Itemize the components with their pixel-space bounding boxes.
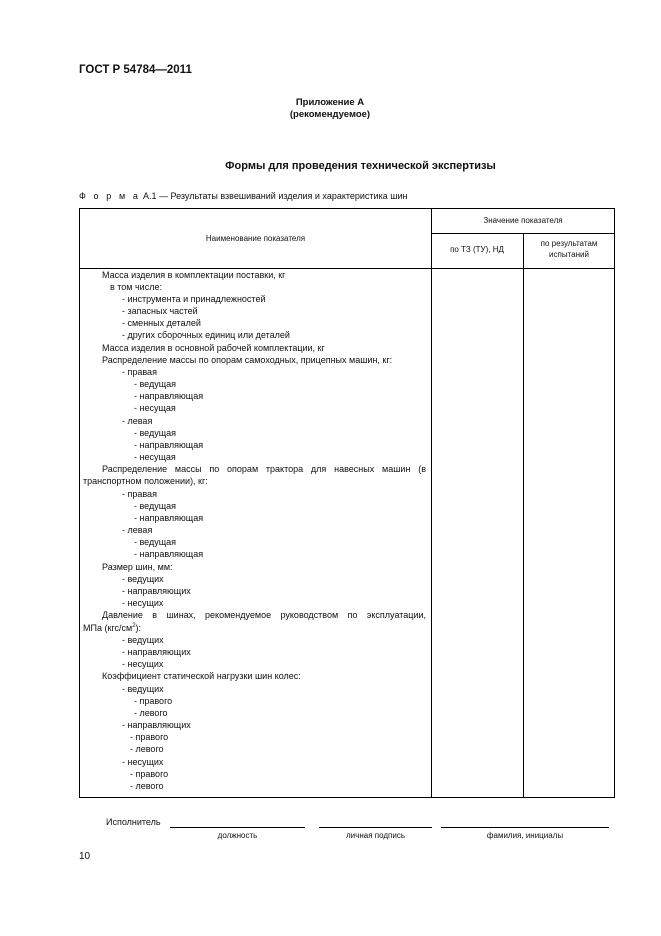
- page-title: Формы для проведения технической экспертизы: [225, 160, 496, 172]
- table-row: - ведущая: [134, 537, 177, 547]
- table-row: - направляющая: [134, 391, 204, 401]
- form-prefix: Ф о р м а: [79, 191, 141, 201]
- appendix-title: Приложение А: [295, 97, 365, 108]
- table-row: - правая: [122, 367, 157, 377]
- table-row: - несущих: [122, 757, 164, 767]
- table-row: - правого: [134, 696, 173, 706]
- table-row: - ведущих: [122, 574, 164, 584]
- table-row: - несущих: [122, 598, 164, 608]
- table-divider: [431, 233, 614, 234]
- table-row: Распределение массы по опорам трактора для навесных машин (в: [102, 464, 426, 474]
- table-row: - направляющая: [134, 513, 204, 523]
- table-row: - несущих: [122, 659, 164, 669]
- column-header-tz: по ТЗ (ТУ), НД: [450, 245, 504, 254]
- table-row: - правого: [130, 769, 169, 779]
- table-row: - направляющих: [122, 720, 191, 730]
- table-divider: [431, 209, 432, 797]
- table-row: - направляющая: [134, 549, 204, 559]
- table-row: - ведущая: [134, 501, 177, 511]
- column-header-name: Наименование показателя: [205, 234, 306, 243]
- table-row: - ведущих: [122, 635, 164, 645]
- form-caption: [79, 191, 407, 201]
- table-divider: [523, 233, 524, 797]
- column-header-test-line1: по результатам: [540, 239, 598, 248]
- table-row: - направляющая: [134, 440, 204, 450]
- table-row: - направляющих: [122, 647, 191, 657]
- pressure-unit-text: МПа (кгс/см: [83, 623, 133, 633]
- appendix-heading: [230, 97, 430, 121]
- column-header-value: Значение показателя: [483, 216, 563, 225]
- table-row: - левая: [122, 525, 153, 535]
- table-row: - несущая: [134, 403, 176, 413]
- document-code: ГОСТ Р 54784—2011: [79, 64, 192, 76]
- table-row: Масса изделия в основной рабочей комплектации, кг: [102, 343, 325, 353]
- table-row: Коэффициент статической нагрузки шин колес:: [102, 671, 301, 681]
- table-row: - сменных деталей: [122, 318, 201, 328]
- table-row: - ведущих: [122, 684, 164, 694]
- column-header-test: [523, 239, 615, 260]
- table-row: - ведущая: [134, 379, 177, 389]
- page-number: 10: [79, 851, 91, 862]
- table-row: - запасных частей: [122, 306, 198, 316]
- form-caption-text: А.1 — Результаты взвешиваний изделия и характеристика шин: [142, 191, 408, 201]
- name-line: [441, 827, 609, 828]
- position-line: [170, 827, 305, 828]
- signature-label: личная подпись: [346, 831, 405, 840]
- table-row-pressure-unit: [83, 622, 141, 634]
- column-header-test-line2: испытаний: [549, 249, 589, 259]
- table-row: - левого: [130, 744, 164, 754]
- table-row: - других сборочных единиц или деталей: [122, 330, 290, 340]
- pressure-unit-tail: ):: [135, 623, 142, 633]
- table-row: Размер шин, мм:: [102, 562, 173, 572]
- table-row: Масса изделия в комплектации поставки, кг: [102, 270, 286, 280]
- results-table: [79, 208, 615, 798]
- table-row: транспортном положении), кг:: [83, 476, 208, 486]
- table-row: - несущая: [134, 452, 176, 462]
- signature-line: [319, 827, 432, 828]
- table-row: - левого: [130, 781, 164, 791]
- appendix-status: (рекомендуемое): [289, 109, 371, 120]
- table-row: - левого: [134, 708, 168, 718]
- name-label: фамилия, инициалы: [486, 831, 564, 840]
- pressure-unit-superscript: 2: [132, 623, 136, 629]
- table-row: Давление в шинах, рекомендуемое руководством по эксплуатации,: [102, 610, 426, 620]
- table-row: в том числе:: [110, 282, 162, 292]
- table-row: - ведущая: [134, 428, 177, 438]
- table-row: Распределение массы по опорам самоходных, прицепных машин, кг:: [102, 355, 393, 365]
- table-row: - инструмента и принадлежностей: [122, 294, 266, 304]
- position-label: должность: [217, 831, 258, 840]
- table-row: - направляющих: [122, 586, 191, 596]
- table-row: - правого: [130, 732, 169, 742]
- performer-label: Исполнитель: [106, 817, 161, 827]
- table-row: - правая: [122, 489, 157, 499]
- table-row: - левая: [122, 416, 153, 426]
